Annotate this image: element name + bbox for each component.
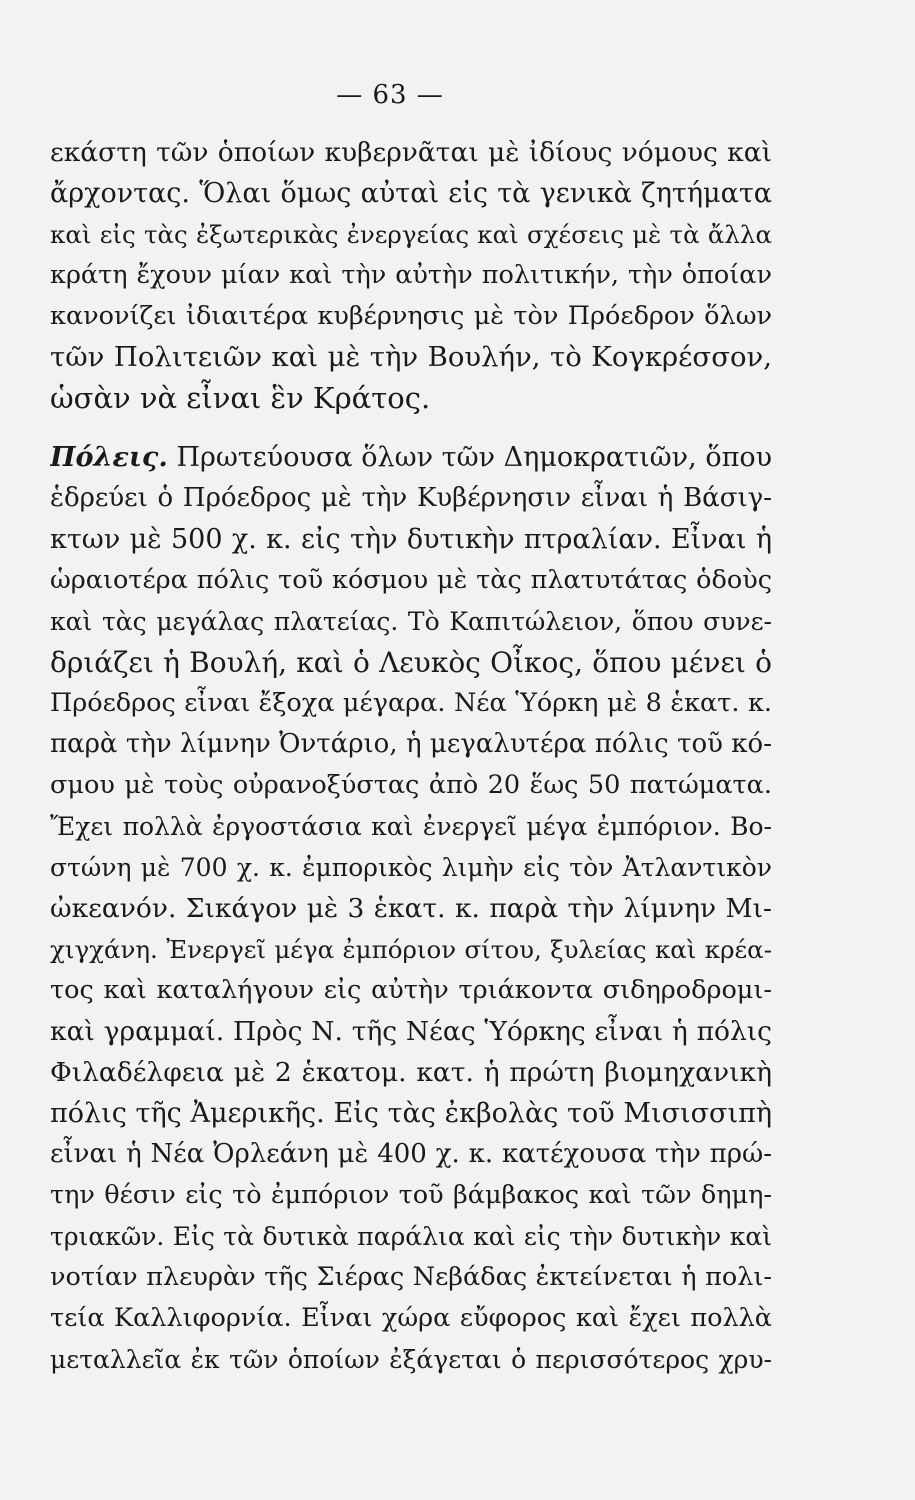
text-line-with-heading [50,437,772,478]
text-line: κανονίζει ἰδιαιτέρα κυβέρνησις μὲ τὸν Πρόεδρον ὅλων [50,301,772,331]
text-line: ὡσὰν νὰ εἶναι ἓν Κράτος. [50,381,431,415]
paragraph-government [50,132,772,419]
text-line: τῶν Πολιτειῶν καὶ μὲ τὴν Βουλήν, τὸ Κογκρέσσον, [50,341,772,373]
text-line: Φιλαδέλφεια μὲ 2 ἑκατομ. κατ. ἡ πρώτη βιομηχανικὴ [50,1057,772,1088]
text-line: δριάζει ἡ Βουλή, καὶ ὁ Λευκὸς Οἶκος, ὅπου μένει ὁ [50,646,772,679]
text-line: τος καὶ καταλήγουν εἰς αὐτὴν τριάκοντα σιδηροδρομι- [50,975,772,1005]
text-line: καὶ τὰς μεγάλας πλατείας. Τὸ Καπιτώλειον, ὅπου συνε- [50,607,772,636]
text-line: καὶ γραμμαί. Πρὸς Ν. τῆς Νέας Ὑόρκης εἶναι ἡ πόλις [50,1016,772,1047]
text-line: παρὰ τὴν λίμνην Ὀντάριο, ἡ μεγαλυτέρα πόλις τοῦ κό- [50,729,772,759]
paragraph-gap [50,419,772,437]
text-line: κράτη ἔχουν μίαν καὶ τὴν αὐτὴν πολιτικήν, τὴν ὁποίαν [50,260,772,290]
text-line: ἑδρεύει ὁ Πρόεδρος μὲ τὴν Κυβέρνησιν εἶναι ἡ Βάσιγ- [50,483,772,513]
text-line: Πρόεδρος εἶναι ἔξοχα μέγαρα. Νέα Ὑόρκη μὲ 8 ἑκατ. κ. [50,688,772,718]
text-line: καὶ εἰς τὰς ἐξωτερικὰς ἐνεργείας καὶ σχέσεις μὲ τὰ ἄλλα [50,220,772,249]
text-line: Ἔχει πολλὰ ἐργοστάσια καὶ ἐνεργεῖ μέγα ἐμπόριον. Βο- [50,812,772,841]
text-line: τριακῶν. Εἰς τὰ δυτικὰ παράλια καὶ εἰς τὴν δυτικὴν καὶ [50,1222,772,1251]
text-line: ὡραιοτέρα πόλις τοῦ κόσμου μὲ τὰς πλατυτάτας ὁδοὺς [50,565,772,595]
text-line: χιγχάνη. Ἐνεργεῖ μέγα ἐμπόριον σίτου, ξυλείας καὶ κρέα- [50,935,772,964]
text-line: ἄρχοντας. Ὅλαι ὅμως αὐταὶ εἰς τὰ γενικὰ ζητήματα [50,178,772,209]
text-line: κτων μὲ 500 χ. κ. εἰς τὴν δυτικὴν πτραλίαν. Εἶναι ἡ [50,524,772,555]
page-number: — 63 — [336,80,444,110]
text-line: εἶναι ἡ Νέα Ὀρλεάνη μὲ 400 χ. κ. κατέχουσα τὴν πρώ- [50,1139,772,1169]
text-line: νοτίαν πλευρὰν τῆς Σιέρας Νεβάδας ἐκτείνεται ἡ πολι- [50,1262,772,1292]
text-line: πόλις τῆς Ἀμερικῆς. Εἰς τὰς ἐκβολὰς τοῦ Μισισσιπὴ [50,1098,772,1129]
text-line: ὠκεανόν. Σικάγον μὲ 3 ἑκατ. κ. παρὰ τὴν λίμνην Μι- [50,893,772,924]
paragraph-cities [50,437,772,1380]
text-line: τεία Καλλιφορνία. Εἶναι χώρα εὔφορος καὶ ἔχει πολλὰ [50,1303,772,1333]
text-line: στώνη μὲ 700 χ. κ. ἐμπορικὸς λιμὴν εἰς τὸν Ἀτλαντικὸν [50,853,772,882]
text-line: εκάστη τῶν ὁποίων κυβερνᾶται μὲ ἰδίους νόμους καὶ [50,137,772,168]
text-line: την θέσιν εἰς τὸ ἐμπόριον τοῦ βάμβακος καὶ τῶν δημη- [50,1180,772,1210]
text-line: μεταλλεῖα ἐκ τῶν ὁποίων ἐξάγεται ὁ περισσότερος χρυ- [50,1345,772,1374]
text-line: σμου μὲ τοὺς οὐρανοξύστας ἀπὸ 20 ἕως 50 πατώματα. [50,770,772,800]
body-text [50,132,772,1380]
section-heading: Πόλεις. [50,442,168,473]
text-line-rest: Πρωτεύουσα ὅλων τῶν Δημοκρατιῶν, ὅπου [176,442,772,473]
